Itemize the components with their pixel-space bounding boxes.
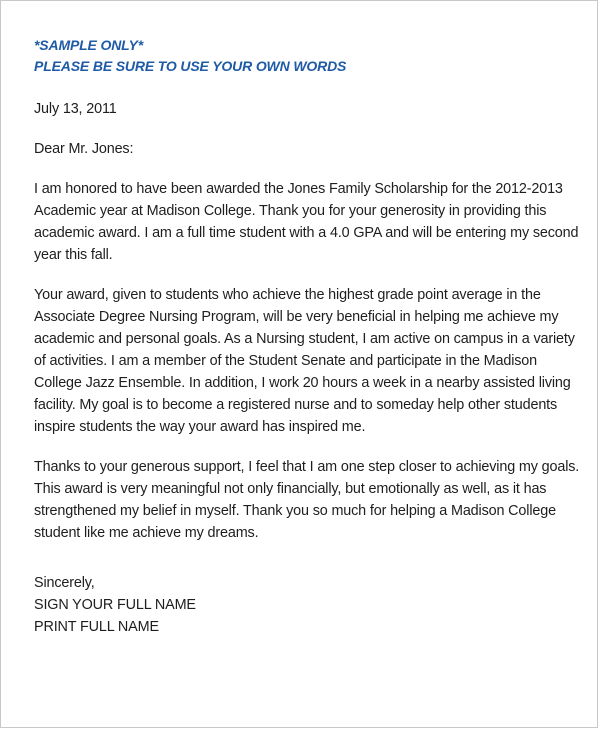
closing-word: Sincerely,	[34, 575, 95, 591]
letter-paragraph-3: Thanks to your generous support, I feel that I am one step closer to achieving my goals. This award is very meaningful not only financially, but emotionally as well, as it has strengthened my belief in myself. Thank you so much for helping a Madison College student like me achieve my dreams.	[34, 459, 580, 541]
letter-paragraph-1: I am honored to have been awarded the Jones Family Scholarship for the 2012-2013 Academic year at Madison College. Thank you for your generosity in providing this academic award. I am a full time student with a 4.0 GPA and will be entering my second year this fall.	[34, 181, 579, 263]
letter-date: July 13, 2011	[34, 101, 117, 117]
letter-content	[34, 35, 582, 638]
print-line: PRINT FULL NAME	[34, 619, 159, 635]
own-words-label: PLEASE BE SURE TO USE YOUR OWN WORDS	[34, 58, 347, 74]
sample-only-label: *SAMPLE ONLY*	[34, 37, 144, 53]
sample-notice	[34, 35, 582, 77]
letter-paragraph-2: Your award, given to students who achieve the highest grade point average in the Associate Degree Nursing Program, will be very beneficial in helping me achieve my academic and personal goals. As a Nursing student, I am active on campus in a variety of activities. I am a member of the Student Senate and participate in the Madison College Jazz Ensemble. In addition, I work 20 hours a week in a nearby assisted living facility. My goal is to become a registered nurse and to someday help other students inspire students the way your award has inspired me.	[34, 287, 575, 435]
sign-line: SIGN YOUR FULL NAME	[34, 597, 196, 613]
letter-closing	[34, 572, 582, 638]
letter-salutation: Dear Mr. Jones:	[34, 141, 134, 157]
